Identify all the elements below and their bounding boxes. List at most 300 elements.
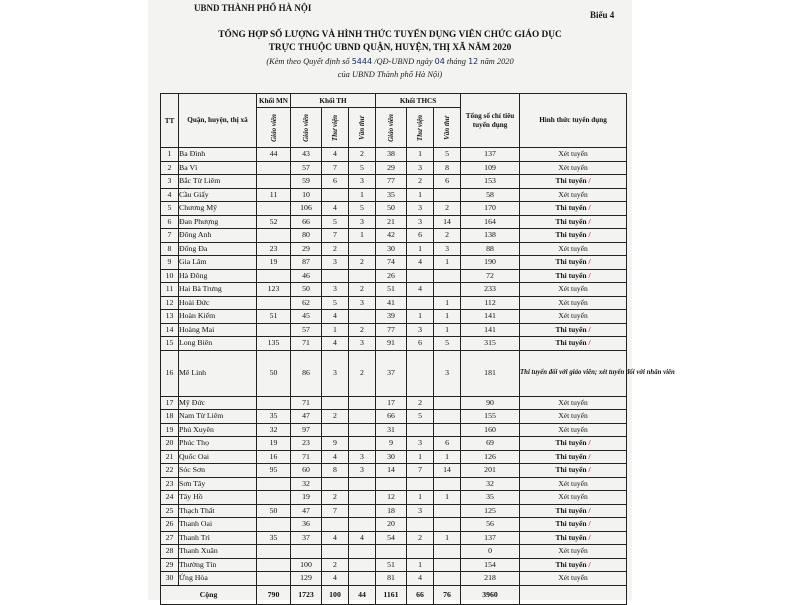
recruitment-method: [520, 450, 627, 464]
th-library: [322, 477, 349, 491]
totals-th-library: 100: [322, 585, 349, 604]
totals-row: [161, 585, 627, 604]
thcs-teacher: 41: [376, 296, 407, 310]
recruitment-method: [520, 477, 627, 491]
method-text: Xét tuyển: [558, 397, 588, 407]
method-text: Thi tuyển: [555, 324, 587, 334]
total-quota: 154: [461, 558, 520, 572]
mn-teacher: [257, 491, 291, 505]
method-text: Thi tuyển: [555, 270, 587, 280]
table-row: [161, 504, 627, 518]
th-teacher: 50: [291, 283, 322, 297]
recruitment-method: [520, 256, 627, 270]
recruitment-method: [520, 269, 627, 283]
method-text: Xét tuyển: [558, 243, 588, 253]
table-row: [161, 188, 627, 202]
th-clerk: 4: [349, 531, 376, 545]
table-row: [161, 283, 627, 297]
mn-teacher: 16: [257, 450, 291, 464]
total-quota: 141: [461, 310, 520, 324]
district-name: Mỹ Đức: [179, 396, 257, 410]
thcs-teacher: 91: [376, 337, 407, 351]
th-teacher: 47: [291, 410, 322, 424]
th-library: 4: [322, 572, 349, 586]
row-number: 19: [161, 423, 179, 437]
totals-thcs-teacher: 1161: [376, 585, 407, 604]
district-name: Gia Lâm: [179, 256, 257, 270]
thcs-clerk: 1: [434, 450, 461, 464]
method-text: Thi tuyển: [555, 338, 587, 348]
row-number: 13: [161, 310, 179, 324]
mn-teacher: 51: [257, 310, 291, 324]
total-quota: 35: [461, 491, 520, 505]
header-total: Tổng số chỉ tiêu tuyển dụng: [461, 94, 520, 148]
totals-method-empty: [520, 585, 627, 604]
thcs-library: [407, 269, 434, 283]
thcs-teacher: 77: [376, 175, 407, 189]
th-library: [322, 396, 349, 410]
pen-tick-mark: /: [588, 519, 591, 529]
table-row: [161, 256, 627, 270]
mn-teacher: 44: [257, 148, 291, 162]
row-number: 17: [161, 396, 179, 410]
thcs-clerk: [434, 558, 461, 572]
thcs-clerk: [434, 504, 461, 518]
thcs-teacher: 14: [376, 464, 407, 478]
pen-tick-mark: /: [588, 465, 591, 475]
thcs-library: 4: [407, 572, 434, 586]
method-text: Xét tuyển: [558, 162, 588, 172]
district-name: Hoàng Mai: [179, 323, 257, 337]
district-name: Thanh Trì: [179, 531, 257, 545]
thcs-library: 2: [407, 175, 434, 189]
th-teacher: 62: [291, 296, 322, 310]
decision-month: 12: [468, 57, 479, 66]
row-number: 1: [161, 148, 179, 162]
mn-teacher: 50: [257, 350, 291, 396]
method-text: Xét tuyển: [558, 546, 588, 556]
th-library: [322, 269, 349, 283]
thcs-library: [407, 350, 434, 396]
thcs-teacher: 17: [376, 396, 407, 410]
recruitment-method: [520, 572, 627, 586]
thcs-clerk: 8: [434, 161, 461, 175]
recruitment-method: [520, 545, 627, 559]
recruitment-table: [160, 93, 675, 605]
totals-label: Cộng: [161, 585, 257, 604]
district-name: Mê Linh: [179, 350, 257, 396]
th-library: [322, 545, 349, 559]
row-number: 25: [161, 504, 179, 518]
total-quota: 56: [461, 518, 520, 532]
row-number: 7: [161, 229, 179, 243]
th-library: 3: [322, 283, 349, 297]
total-quota: 0: [461, 545, 520, 559]
row-number: 21: [161, 450, 179, 464]
thcs-teacher: 42: [376, 229, 407, 243]
row-number: 29: [161, 558, 179, 572]
th-clerk: [349, 504, 376, 518]
totals-th-teacher: 1723: [291, 585, 322, 604]
thcs-teacher: 20: [376, 518, 407, 532]
row-number: 12: [161, 296, 179, 310]
recruitment-method: [520, 229, 627, 243]
district-name: Đống Đa: [179, 242, 257, 256]
th-library: [322, 423, 349, 437]
totals-th-clerk: 44: [349, 585, 376, 604]
pen-tick-mark: /: [588, 216, 591, 226]
thcs-clerk: 2: [434, 202, 461, 216]
total-quota: 137: [461, 148, 520, 162]
recruitment-method: [520, 396, 627, 410]
recruitment-method: [520, 283, 627, 297]
pen-tick-mark: /: [588, 532, 591, 542]
decision-issuer: của UBND Thành phố Hà Nội): [337, 70, 443, 79]
thcs-clerk: 3: [434, 350, 461, 396]
mn-teacher: [257, 269, 291, 283]
total-quota: 141: [461, 323, 520, 337]
thcs-library: 1: [407, 188, 434, 202]
mn-teacher: 135: [257, 337, 291, 351]
district-name: Tây Hồ: [179, 491, 257, 505]
recruitment-method: [520, 491, 627, 505]
header-thcs-teacher: [376, 108, 407, 148]
district-name: Hoàn Kiếm: [179, 310, 257, 324]
th-teacher: 23: [291, 437, 322, 451]
total-quota: 190: [461, 256, 520, 270]
row-number: 23: [161, 477, 179, 491]
table-row: [161, 572, 627, 586]
pen-tick-mark: /: [588, 451, 591, 461]
th-library: 2: [322, 491, 349, 505]
row-number: 2: [161, 161, 179, 175]
th-clerk: 2: [349, 323, 376, 337]
th-clerk: [349, 518, 376, 532]
row-number: 22: [161, 464, 179, 478]
method-text: Thi tuyển đối với giáo viên; xét tuyển đối với nhân viên: [520, 369, 675, 376]
recruitment-method: [520, 161, 627, 175]
recruitment-method: [520, 350, 675, 396]
thcs-library: 1: [407, 558, 434, 572]
method-text: Thi tuyển: [555, 519, 587, 529]
thcs-clerk: [434, 545, 461, 559]
thcs-library: 1: [407, 148, 434, 162]
district-name: Chương Mỹ: [179, 202, 257, 216]
th-library: 4: [322, 202, 349, 216]
mn-teacher: [257, 175, 291, 189]
thcs-clerk: [434, 269, 461, 283]
totals-overall: 3960: [461, 585, 520, 604]
thcs-teacher: 31: [376, 423, 407, 437]
row-number: 18: [161, 410, 179, 424]
th-library: 4: [322, 337, 349, 351]
thcs-library: 3: [407, 202, 434, 216]
th-library: [322, 188, 349, 202]
total-quota: 170: [461, 202, 520, 216]
mn-teacher: 19: [257, 256, 291, 270]
th-clerk: 3: [349, 450, 376, 464]
total-quota: 109: [461, 161, 520, 175]
header-tt: TT: [161, 94, 179, 148]
thcs-clerk: [434, 410, 461, 424]
th-library: 4: [322, 148, 349, 162]
district-name: Ba Vì: [179, 161, 257, 175]
thcs-clerk: 14: [434, 464, 461, 478]
thcs-clerk: 6: [434, 437, 461, 451]
district-name: Thanh Xuân: [179, 545, 257, 559]
district-name: Sóc Sơn: [179, 464, 257, 478]
recruitment-method: [520, 202, 627, 216]
thcs-clerk: 1: [434, 323, 461, 337]
recruitment-method: [520, 242, 627, 256]
th-library: 7: [322, 504, 349, 518]
decision-number: 5444: [351, 57, 373, 66]
recruitment-method: [520, 437, 627, 451]
header-th-clerk-label: Văn thư: [358, 115, 366, 140]
district-name: Cầu Giấy: [179, 188, 257, 202]
recruitment-method: [520, 188, 627, 202]
table-row: [161, 545, 627, 559]
method-text: Xét tuyển: [558, 411, 588, 421]
th-clerk: 1: [349, 229, 376, 243]
table-row: [161, 396, 627, 410]
thcs-library: [407, 477, 434, 491]
thcs-teacher: 39: [376, 310, 407, 324]
district-name: Long Biên: [179, 337, 257, 351]
row-number: 3: [161, 175, 179, 189]
th-library: 3: [322, 350, 349, 396]
thcs-teacher: 81: [376, 572, 407, 586]
total-quota: 112: [461, 296, 520, 310]
thcs-library: [407, 545, 434, 559]
total-quota: 69: [461, 437, 520, 451]
header-mn-teacher-label: Giáo viên: [269, 113, 278, 142]
mn-teacher: [257, 229, 291, 243]
total-quota: 88: [461, 242, 520, 256]
thcs-clerk: 2: [434, 229, 461, 243]
row-number: 4: [161, 188, 179, 202]
table-row: [161, 161, 627, 175]
th-clerk: [349, 410, 376, 424]
table-row: [161, 215, 627, 229]
decision-suffix: /QĐ-UBND ngày: [374, 57, 433, 66]
header-th-library-label: Thư viện: [331, 114, 340, 141]
th-teacher: 57: [291, 323, 322, 337]
header-thcs-teacher-label: Giáo viên: [387, 113, 396, 142]
thcs-library: 1: [407, 491, 434, 505]
mn-teacher: 11: [257, 188, 291, 202]
totals-mn: 790: [257, 585, 291, 604]
th-teacher: 71: [291, 450, 322, 464]
method-text: Xét tuyển: [558, 149, 588, 159]
table-row: [161, 242, 627, 256]
th-teacher: 86: [291, 350, 322, 396]
th-clerk: [349, 269, 376, 283]
thcs-clerk: [434, 477, 461, 491]
thcs-clerk: 1: [434, 310, 461, 324]
mn-teacher: [257, 296, 291, 310]
th-library: 2: [322, 242, 349, 256]
method-text: Xét tuyển: [558, 573, 588, 583]
th-library: 4: [322, 310, 349, 324]
thcs-teacher: 38: [376, 148, 407, 162]
mn-teacher: [257, 518, 291, 532]
mn-teacher: 35: [257, 410, 291, 424]
th-teacher: 10: [291, 188, 322, 202]
header-th-teacher: [291, 108, 322, 148]
th-clerk: [349, 477, 376, 491]
method-text: Thi tuyển: [555, 438, 587, 448]
table-row: [161, 323, 627, 337]
thcs-teacher: 51: [376, 283, 407, 297]
pen-tick-mark: /: [588, 230, 591, 240]
header-district: Quận, huyện, thị xã: [179, 94, 257, 148]
table-row: [161, 558, 627, 572]
decision-year: năm 2020: [480, 57, 514, 66]
thcs-teacher: 29: [376, 161, 407, 175]
district-name: Sơn Tây: [179, 477, 257, 491]
th-clerk: 3: [349, 296, 376, 310]
total-quota: 181: [461, 350, 520, 396]
total-quota: 58: [461, 188, 520, 202]
total-quota: 233: [461, 283, 520, 297]
thcs-teacher: 74: [376, 256, 407, 270]
table-row: [161, 269, 627, 283]
thcs-teacher: 37: [376, 350, 407, 396]
district-name: Ba Đình: [179, 148, 257, 162]
method-text: Thi tuyển: [555, 176, 587, 186]
row-number: 24: [161, 491, 179, 505]
thcs-library: 7: [407, 464, 434, 478]
row-number: 20: [161, 437, 179, 451]
decision-prefix: (Kèm theo Quyết định số: [266, 57, 350, 66]
thcs-teacher: 30: [376, 242, 407, 256]
th-teacher: 36: [291, 518, 322, 532]
th-teacher: 43: [291, 148, 322, 162]
method-text: Thi tuyển: [555, 505, 587, 515]
thcs-library: 4: [407, 256, 434, 270]
total-quota: 164: [461, 215, 520, 229]
thcs-teacher: 50: [376, 202, 407, 216]
thcs-clerk: 5: [434, 148, 461, 162]
total-quota: 201: [461, 464, 520, 478]
row-number: 6: [161, 215, 179, 229]
th-clerk: 5: [349, 161, 376, 175]
row-number: 30: [161, 572, 179, 586]
district-name: Đông Anh: [179, 229, 257, 243]
row-number: 10: [161, 269, 179, 283]
recruitment-method: [520, 148, 627, 162]
mn-teacher: [257, 161, 291, 175]
mn-teacher: 19: [257, 437, 291, 451]
mn-teacher: 32: [257, 423, 291, 437]
thcs-library: [407, 296, 434, 310]
table-row: [161, 175, 627, 189]
th-clerk: [349, 545, 376, 559]
recruitment-method: [520, 310, 627, 324]
thcs-clerk: [434, 518, 461, 532]
table-row: [161, 423, 627, 437]
th-clerk: 2: [349, 256, 376, 270]
th-teacher: 80: [291, 229, 322, 243]
mn-teacher: 23: [257, 242, 291, 256]
thcs-teacher: 26: [376, 269, 407, 283]
header-group-thcs: Khối THCS: [376, 94, 461, 108]
thcs-clerk: 1: [434, 491, 461, 505]
recruitment-method: [520, 518, 627, 532]
method-text: Thi tuyển: [555, 216, 587, 226]
thcs-teacher: 54: [376, 531, 407, 545]
thcs-teacher: 51: [376, 558, 407, 572]
th-library: 2: [322, 558, 349, 572]
pen-tick-mark: /: [588, 203, 591, 213]
row-number: 9: [161, 256, 179, 270]
district-name: Ứng Hòa: [179, 572, 257, 586]
total-quota: 315: [461, 337, 520, 351]
mn-teacher: [257, 202, 291, 216]
thcs-clerk: [434, 283, 461, 297]
total-quota: 218: [461, 572, 520, 586]
thcs-library: 6: [407, 337, 434, 351]
th-clerk: [349, 242, 376, 256]
header-thcs-library: [407, 108, 434, 148]
total-quota: 160: [461, 423, 520, 437]
header-thcs-library-label: Thư viện: [416, 114, 425, 141]
th-clerk: [349, 558, 376, 572]
district-name: Thanh Oai: [179, 518, 257, 532]
th-teacher: 45: [291, 310, 322, 324]
mn-teacher: 95: [257, 464, 291, 478]
th-clerk: 5: [349, 202, 376, 216]
thcs-clerk: [434, 572, 461, 586]
recruitment-method: [520, 558, 627, 572]
mn-teacher: [257, 572, 291, 586]
method-text: Xét tuyển: [558, 297, 588, 307]
method-text: Xét tuyển: [558, 478, 588, 488]
thcs-library: 3: [407, 215, 434, 229]
district-name: Quốc Oai: [179, 450, 257, 464]
table-row: [161, 531, 627, 545]
th-clerk: [349, 491, 376, 505]
pen-tick-mark: /: [588, 438, 591, 448]
total-quota: 32: [461, 477, 520, 491]
header-th-clerk: [349, 108, 376, 148]
district-name: Thạch Thất: [179, 504, 257, 518]
mn-teacher: [257, 477, 291, 491]
total-quota: 126: [461, 450, 520, 464]
method-text: Thi tuyển: [555, 230, 587, 240]
total-quota: 153: [461, 175, 520, 189]
header-method: Hình thức tuyển dụng: [520, 94, 627, 148]
thcs-library: [407, 518, 434, 532]
table-row: [161, 310, 627, 324]
pen-tick-mark: /: [588, 257, 591, 267]
table-row: [161, 477, 627, 491]
method-text: Xét tuyển: [558, 311, 588, 321]
row-number: 8: [161, 242, 179, 256]
th-clerk: [349, 396, 376, 410]
thcs-teacher: 9: [376, 437, 407, 451]
mn-teacher: [257, 545, 291, 559]
th-teacher: 59: [291, 175, 322, 189]
decision-day: 04: [434, 57, 445, 66]
decision-reference: [148, 57, 632, 66]
method-text: Thi tuyển: [555, 451, 587, 461]
th-teacher: 46: [291, 269, 322, 283]
document-title-line-2: TRỰC THUỘC UBND QUẬN, HUYỆN, THỊ XÃ NĂM 2020: [268, 43, 512, 53]
totals-thcs-library: 66: [407, 585, 434, 604]
th-clerk: 2: [349, 350, 376, 396]
